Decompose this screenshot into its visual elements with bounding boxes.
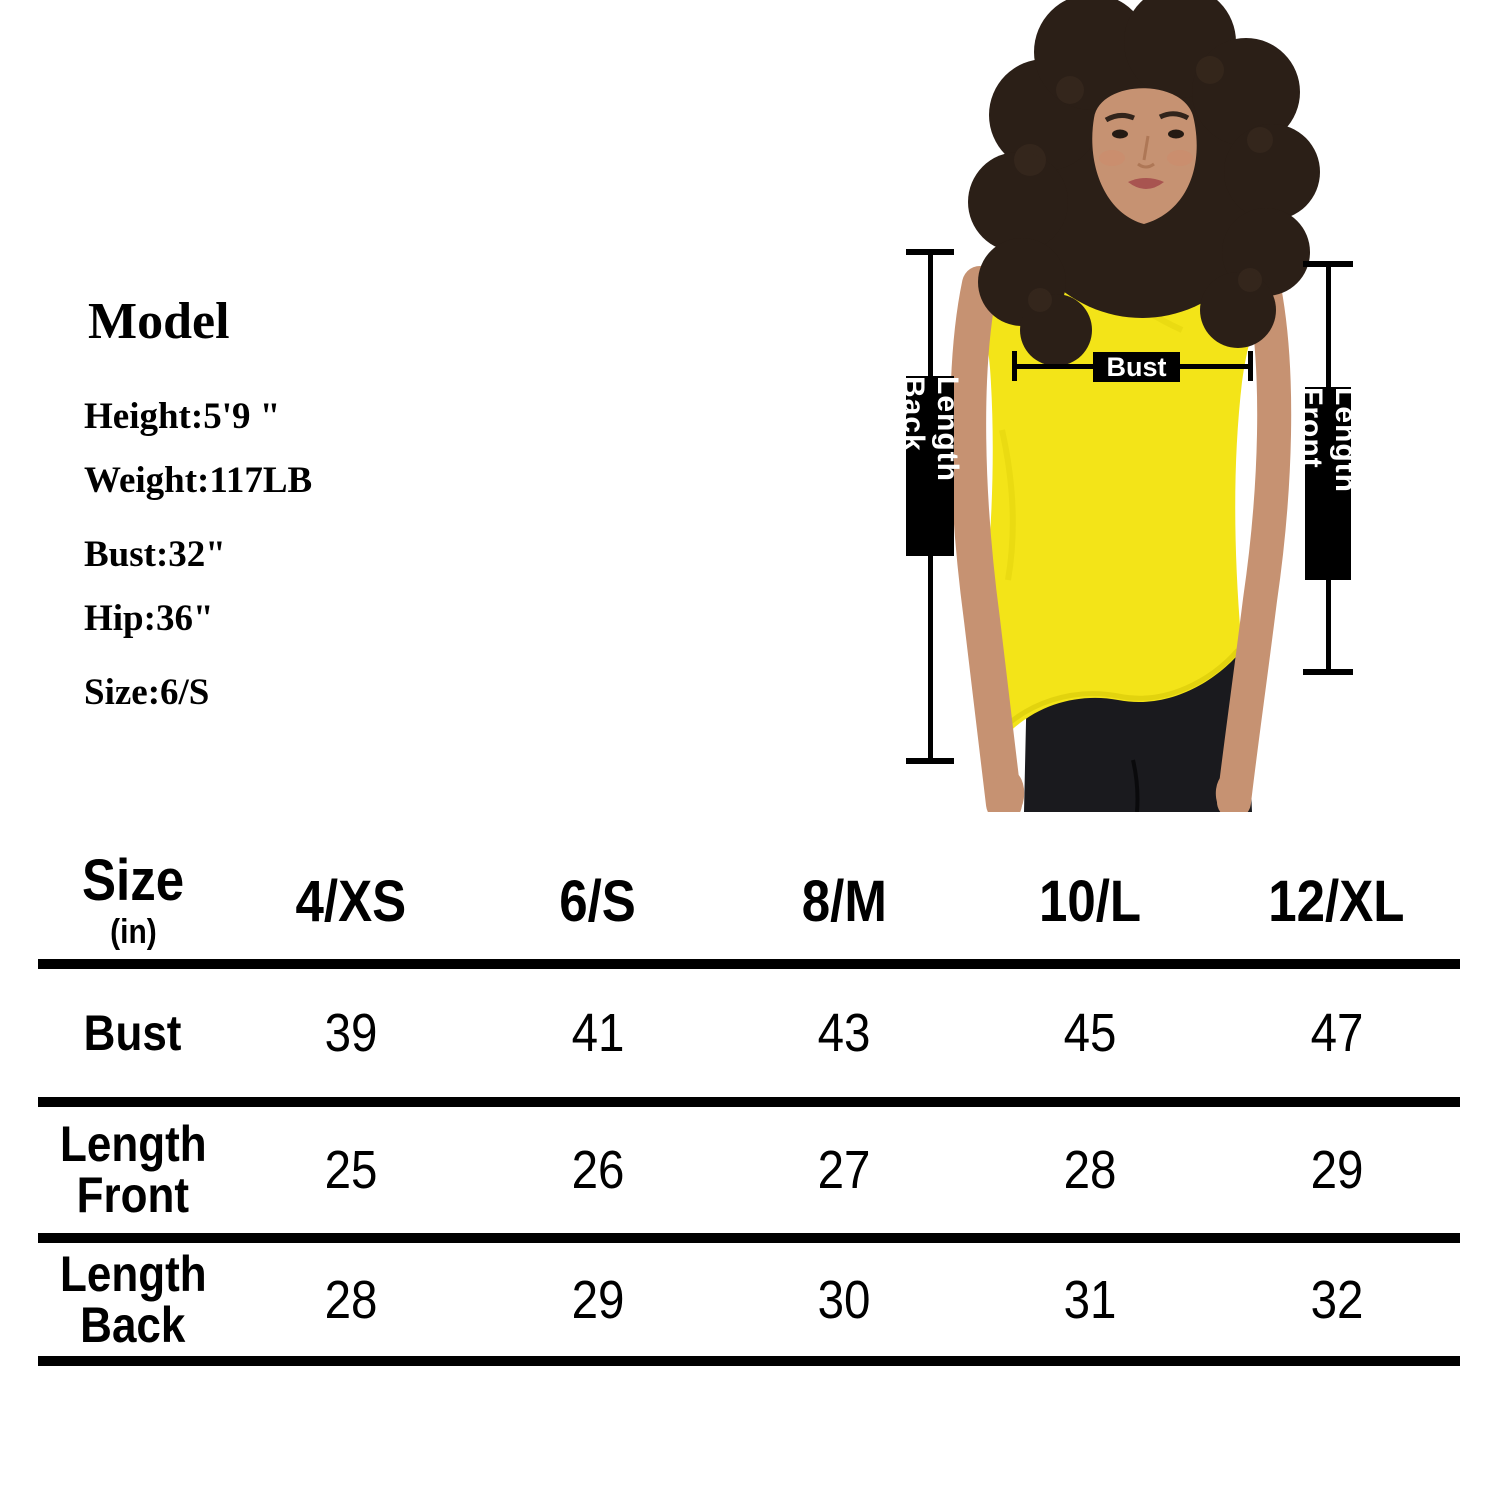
table-cell: 45 xyxy=(1063,1003,1117,1063)
table-divider xyxy=(38,1097,1460,1107)
table-cell: 32 xyxy=(1310,1269,1364,1330)
length-back-label xyxy=(897,376,964,556)
table-divider xyxy=(38,1356,1460,1366)
column-header-12xl: 12/XL xyxy=(1268,869,1405,934)
model-photo xyxy=(880,0,1460,812)
length-front-tick-bottom xyxy=(1303,669,1353,675)
length-front-tick-top xyxy=(1303,261,1353,267)
model-hip: Hip:36" xyxy=(84,598,214,639)
bust-tick-left xyxy=(1012,351,1017,381)
size-chart-table xyxy=(38,845,1460,1366)
model-bust: Bust:32" xyxy=(84,534,226,575)
table-cell: 29 xyxy=(1310,1140,1364,1200)
length-front-label xyxy=(1295,387,1362,580)
unit-note: (in) xyxy=(109,913,157,952)
table-cell: 28 xyxy=(324,1269,378,1330)
table-cell: 26 xyxy=(571,1140,625,1200)
column-header-6s: 6/S xyxy=(559,869,636,934)
bust-label-text: Bust xyxy=(1106,351,1167,382)
table-cell: 27 xyxy=(817,1140,871,1200)
model-size: Size:6/S xyxy=(84,672,210,713)
table-corner-cell xyxy=(38,845,228,959)
bust-label xyxy=(1093,352,1180,382)
length-back-tick-bottom xyxy=(906,758,954,764)
length-front-label-text: Length Front xyxy=(1295,387,1362,493)
table-cell: 25 xyxy=(324,1140,378,1200)
table-cell: 28 xyxy=(1063,1140,1117,1200)
corner-label: Size xyxy=(81,848,185,914)
table-cell: 29 xyxy=(571,1269,625,1330)
table-cell: 41 xyxy=(571,1003,625,1063)
table-divider xyxy=(38,959,1460,969)
row-label-length-back: Length Back xyxy=(59,1245,207,1353)
model-info-title: Model xyxy=(88,293,230,350)
table-cell: 39 xyxy=(324,1003,378,1063)
column-header-8m: 8/M xyxy=(801,869,887,934)
model-info xyxy=(0,0,600,760)
table-cell: 43 xyxy=(817,1003,871,1063)
row-label-length-front: Length Front xyxy=(59,1116,207,1223)
model-weight: Weight:117LB xyxy=(84,460,313,501)
length-back-tick-top xyxy=(906,249,954,255)
table-cell: 47 xyxy=(1310,1003,1364,1063)
bust-tick-right xyxy=(1248,351,1253,381)
table-cell: 31 xyxy=(1063,1269,1117,1330)
model-height: Height:5'9 " xyxy=(84,396,281,437)
row-label-bust: Bust xyxy=(84,1004,182,1061)
column-header-4xs: 4/XS xyxy=(295,869,407,934)
table-divider xyxy=(38,1233,1460,1243)
table-cell: 30 xyxy=(817,1269,871,1330)
column-header-10l: 10/L xyxy=(1039,869,1142,934)
length-back-label-text: Length Back xyxy=(897,376,964,482)
